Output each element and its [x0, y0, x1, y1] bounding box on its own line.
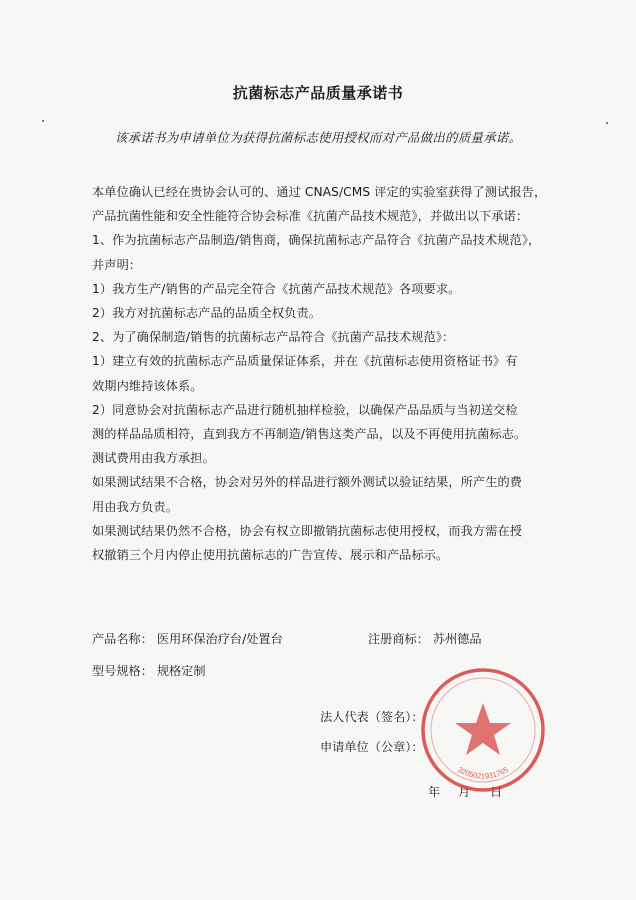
year-label: 年 [428, 785, 441, 799]
seal-star-icon [455, 703, 511, 755]
scan-dot [606, 122, 608, 124]
body-line: 用由我方负责。 [92, 499, 179, 514]
scan-dot [42, 120, 44, 122]
body-line: 测的样品品质相符，直到我方不再制造/销售这类产品，以及不再使用抗菌标志。 [92, 427, 527, 442]
model-row [92, 662, 206, 679]
month-label: 月 [458, 785, 471, 799]
body-line: 本单位确认已经在贵协会认可的、通过 CNAS/CMS 评定的实验室获得了测试报告， [92, 185, 547, 199]
product-name-value: 医用环保治疗台/处置台 [156, 632, 283, 646]
body-line: 并声明： [92, 257, 142, 272]
document-subtitle: 该承诺书为申请单位为获得抗菌标志使用授权而对产品做出的质量承诺。 [114, 130, 522, 145]
body-line: 1）我方生产/销售的产品完全符合《抗菌产品技术规范》各项要求。 [92, 281, 461, 296]
product-name-row [92, 630, 283, 647]
body-line: 测试费用由我方承担。 [92, 451, 215, 466]
trademark-row [368, 630, 482, 647]
company-seal-stamp [418, 665, 548, 795]
body-line: 1）建立有效的抗菌标志产品质量保证体系，并在《抗菌标志使用资格证书》有 [92, 354, 518, 369]
body-line: 产品抗菌性能和安全性能符合协会标准《抗菌产品技术规范》，并做出以下承诺： [92, 209, 529, 224]
body-line: 2）同意协会对抗菌标志产品进行随机抽样检验，以确保产品品质与当初送交检 [92, 402, 518, 417]
document-body [92, 180, 562, 567]
body-line: 2、为了确保制造/销售的抗菌标志产品符合《抗菌产品技术规范》： [92, 330, 455, 345]
model-value: 规格定制 [156, 664, 206, 678]
document-title: 抗菌标志产品质量承诺书 [232, 84, 404, 102]
day-label: 日 [490, 785, 503, 799]
body-line: 权撤销三个月内停止使用抗菌标志的广告宣传、展示和产品标示。 [92, 548, 449, 563]
model-label: 型号规格： [92, 664, 153, 678]
applicant-label: 申请单位（公章）： [320, 740, 424, 754]
product-name-label: 产品名称： [92, 632, 153, 646]
trademark-label: 注册商标： [368, 632, 429, 646]
body-line: 2）我方对抗菌标志产品的品质全权负责。 [92, 306, 322, 321]
trademark-value: 苏州德品 [432, 632, 482, 646]
seal-number: 3205021931765 [456, 764, 510, 781]
body-line: 如果测试结果仍然不合格，协会有权立即撤销抗菌标志使用授权，而我方需在授 [92, 523, 523, 538]
legal-rep-label: 法人代表（签名）： [320, 710, 424, 724]
body-line: 如果测试结果不合格，协会对另外的样品进行额外测试以验证结果，所产生的费 [92, 475, 523, 490]
body-line: 效期内维持该体系。 [92, 378, 203, 393]
body-line: 1、作为抗菌标志产品制造/销售商，确保抗菌标志产品符合《抗菌产品技术规范》， [92, 233, 541, 248]
